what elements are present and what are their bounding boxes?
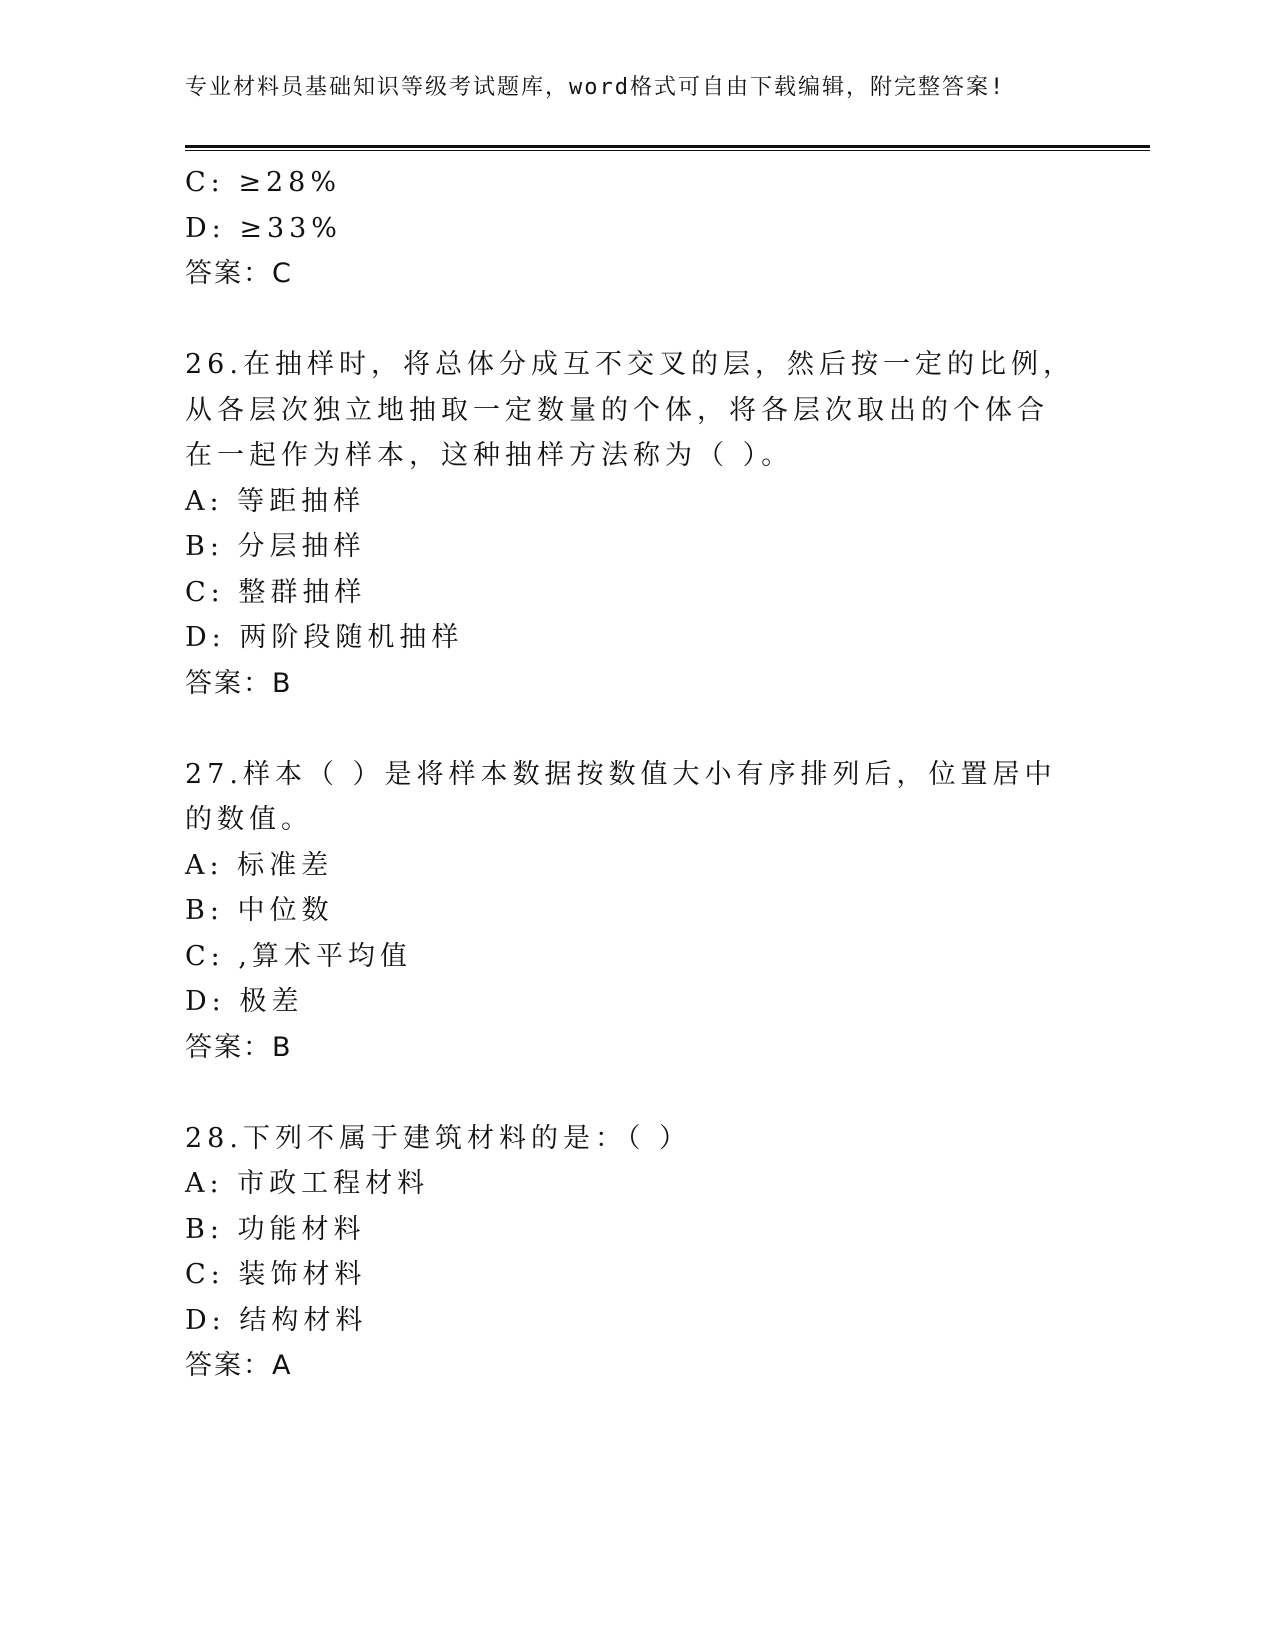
option-c: C: 整群抽样 <box>185 576 367 608</box>
option-c: C: ≥28% <box>185 167 341 198</box>
option-b: B: 功能材料 <box>185 1213 366 1245</box>
option-d: D: 极差 <box>185 986 304 1017</box>
option-c: C: ,算术平均值 <box>185 940 412 972</box>
previous-question-tail <box>185 160 1075 297</box>
option-b: B: 中位数 <box>185 895 334 926</box>
question-28 <box>185 1116 1075 1389</box>
answer-line: 答案：B <box>185 667 293 699</box>
option-a: A: 等距抽样 <box>185 485 366 517</box>
answer-line: 答案：A <box>185 1350 293 1381</box>
spacer <box>185 706 1075 752</box>
question-26 <box>185 342 1075 706</box>
question-content <box>185 160 1075 1389</box>
question-27 <box>185 752 1075 1071</box>
option-a: A: 市政工程材料 <box>185 1168 430 1199</box>
question-stem: 28.下列不属于建筑材料的是：（ ） <box>185 1122 692 1154</box>
header-rule-thick <box>185 145 1150 148</box>
option-d: D: 两阶段随机抽样 <box>185 622 464 653</box>
option-c: C: 装饰材料 <box>185 1259 367 1290</box>
option-d: D: ≥33% <box>185 212 342 244</box>
answer-line: 答案：C <box>185 258 293 289</box>
question-stem: 27.样本（ ）是将样本数据按数值大小有序排列后，位置居中的数值。 <box>185 758 1057 835</box>
option-a: A: 标准差 <box>185 849 334 881</box>
option-b: B: 分层抽样 <box>185 531 366 562</box>
option-d: D: 结构材料 <box>185 1304 368 1336</box>
question-stem: 26.在抽样时，将总体分成互不交叉的层，然后按一定的比例，从各层次独立地抽取一定数量的个体，将各层次取出的个体合在一起作为样本，这种抽样方法称为（ ）。 <box>185 349 1075 471</box>
spacer <box>185 297 1075 343</box>
spacer <box>185 1070 1075 1116</box>
answer-line: 答案：B <box>185 1031 293 1063</box>
page-header: 专业材料员基础知识等级考试题库，word格式可自由下载编辑，附完整答案! <box>185 75 1006 100</box>
header-rule-thin <box>185 150 1150 151</box>
